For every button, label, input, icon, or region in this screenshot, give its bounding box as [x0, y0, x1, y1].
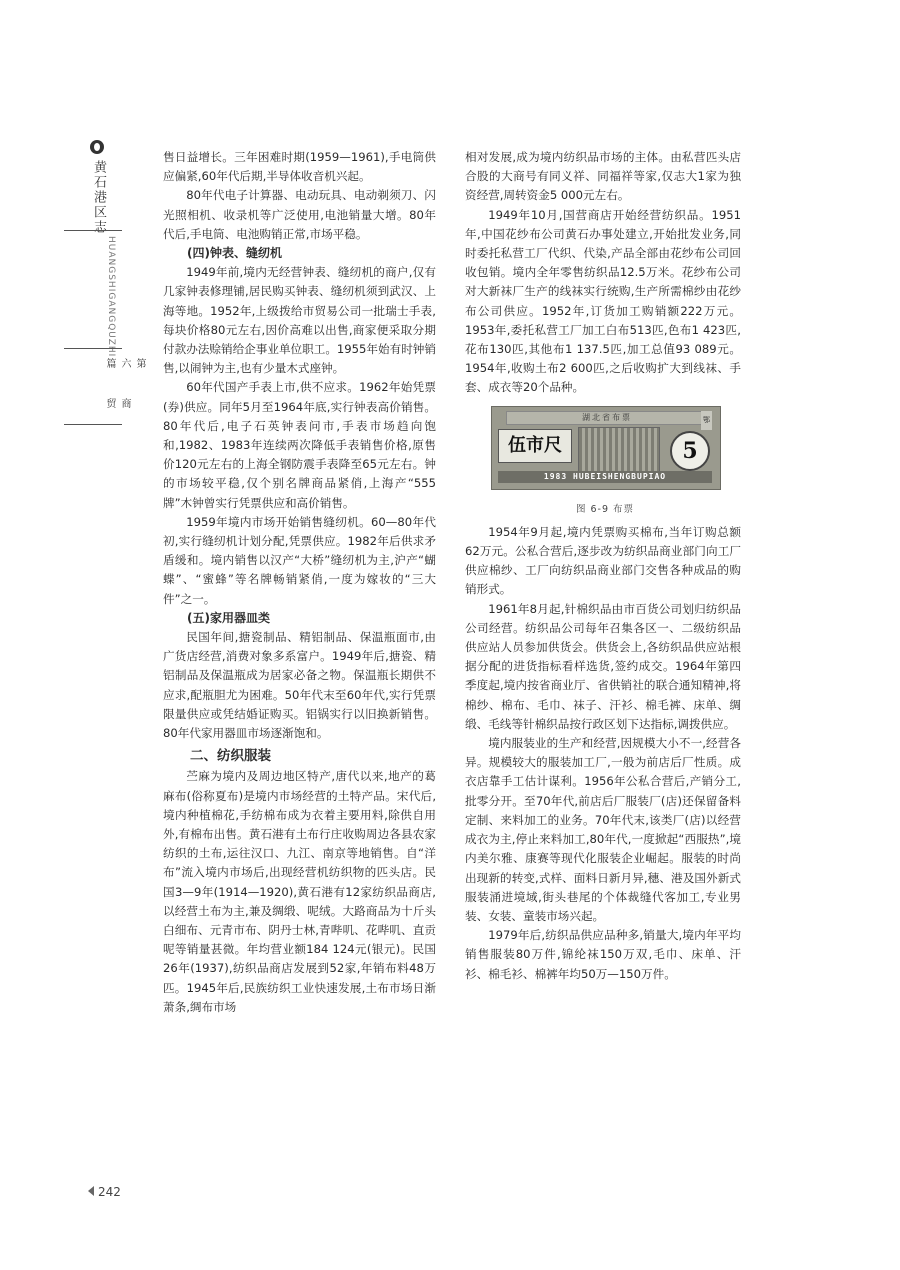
figure-caption: 图 6-9 布票: [575, 503, 635, 515]
divider: [64, 424, 122, 425]
paragraph: 1979年后,纺织品供应品种多,销量大,境内年平均销售服装80万件,锦纶袜150万双,毛巾、床单、汗衫、棉毛衫、棉裤年均50万—150万件。: [465, 928, 741, 981]
ticket-header: 湖北省布票: [506, 411, 708, 425]
ticket-building-illustration: [578, 427, 660, 473]
paragraph: 相对发展,成为境内纺织品市场的主体。由私营匹头店合股的大商号有同义祥、同福祥等家,仅志大1家为独资经营,周转资金5 000元左右。: [465, 150, 741, 203]
paragraph: 境内服装业的生产和经营,因规模大小不一,经营各异。规模较大的服装加工厂,一般为前店后厂性质。成衣店靠手工估计谋利。1956年公私合营后,产销分工,批零分开。至70年代,前店后厂服装厂(店)还保留备料定制、来料加工的业务。70年代末,该类厂(店)以经营成衣为主,停止来料加工,80年代,一度掀起“西服热”,境内美尔雅、康赛等现代化服装企业崛起。服装的时尚出现新的转变,式样、面料日新月异,穗、港及国外新式服装涌进境域,街头巷尾的个体裁缝代客加工,专业男装、女装、童装市场兴起。: [465, 736, 741, 923]
book-logo-icon: [90, 140, 104, 154]
section-heading-textile-clothing: 二、纺织服装: [190, 748, 271, 765]
cloth-ticket-figure: [491, 406, 719, 519]
cloth-ticket-image: [491, 406, 721, 490]
chapter-label: 第六篇: [104, 358, 145, 370]
right-text-column: [465, 148, 741, 984]
ticket-year: 1983: [543, 471, 568, 481]
ticket-footer: [498, 471, 712, 483]
left-arrow-icon: [88, 1186, 94, 1196]
page-number: [88, 1185, 121, 1199]
section-label: 商贸: [104, 398, 130, 412]
book-title: 黄石港区志: [91, 160, 106, 235]
sidebar-navigation: [88, 140, 145, 412]
paragraph: 售日益增长。三年困难时期(1959—1961),手电筒供应偏紧,60年代后期,半导体收音机兴起。: [163, 150, 436, 184]
section-heading-household-ware: (五)家用器皿类: [187, 610, 270, 625]
paragraph: 1961年8月起,针棉织品由市百货公司划归纺织品公司经营。纺织品公司每年召集各区一、二级纺织品供应站人员参加供货会。供货会上,各纺织品供应站根据分配的进货指标看样选货,签约成交。1964年第四季度起,境内按省商业厅、省供销社的联合通知精神,将棉纱、棉布、毛巾、袜子、汗衫、棉毛裤、床单、绸缎、毛线等针棉织品按行政区划下达指标,调拨供应。: [465, 601, 741, 731]
ticket-denomination: 5: [670, 431, 710, 471]
paragraph: 60年代国产手表上市,供不应求。1962年始凭票(券)供应。同年5月至1964年底,实行钟表高价销售。80年代后,电子石英钟表问市,手表市场趋向饱和,1982、1983年连续两次降低手表销售价格,原售价120元左右的上海全钢防震手表降至65元左右。钟的市场较平稳,仅个别名牌商品紧俏,上海产“555牌”木钟曾实行凭票供应和高价销售。: [163, 380, 436, 510]
paragraph: 80年代电子计算器、电动玩具、电动剃须刀、闪光照相机、收录机等广泛使用,电池销量大增。80年代后,手电筒、电池购销正常,市场平稳。: [163, 188, 436, 241]
paragraph: 苎麻为境内及周边地区特产,唐代以来,地产的葛麻布(俗称夏布)是境内市场经营的土特产品。宋代后,境内种植棉花,手纺棉布成为衣着主要用料,除供自用外,有棉布出售。黄石港有土布行庄收购周边各县农家纺织的土布,运往汉口、九江、南京等地销售。自“洋布”流入境内市场后,出现经营机纺织物的匹头店。民国3—9年(1914—1920),黄石港有12家纺织品商店,以经营土布为主,兼及绸缎、呢绒。大路商品为十斤头白细布、元青市布、阴丹士林,青哔叽、花哔叽、直贡呢等销量甚微。年均营业额184 124元(银元)。民国26年(1937),纺织品商店发展到52家,年销布料48万匹。1945年后,民族纺织工业快速发展,土布市场日渐萧条,绸布市场: [163, 769, 436, 1014]
ticket-value: 伍市尺: [498, 429, 572, 463]
left-text-column: [163, 148, 436, 1017]
paragraph: 1954年9月起,境内凭票购买棉布,当年订购总额62万元。公私合营后,逐步改为纺织品商业部门向工厂供应棉纱、工厂向纺织品商业部门交售各种成品的购销形式。: [465, 524, 741, 597]
divider: [64, 348, 122, 349]
paragraph: 民国年间,搪瓷制品、精铝制品、保温瓶面市,由广货店经营,消费对象多系富户。1949年后,搪瓷、精铝制品及保温瓶成为居家必备之物。保温瓶长期供不应求,配瓶胆尤为困难。50年代末至60年代,实行凭票限量供应或凭结婚证购买。铝锅实行以旧换新销售。80年代家用器皿市场逐渐饱和。: [163, 630, 436, 741]
paragraph: 1949年前,境内无经营钟表、缝纫机的商户,仅有几家钟表修理铺,居民购买钟表、缝纫机须到武汉、上海等地。1952年,上级拨给市贸易公司一批瑞士手表,每块价格80元左右,因价高难以出售,商家便采取分期付款办法赊销给企事业单位职工。1955年始有时钟销售,以闹钟为主,也有少量木式座钟。: [163, 265, 436, 376]
book-title-pinyin: HUANGSHIGANGQUZHI: [106, 236, 116, 358]
page-number-text: 242: [98, 1185, 121, 1199]
ticket-pinyin: HUBEISHENGBUPIAO: [573, 471, 667, 481]
paragraph: 1959年境内市场开始销售缝纫机。60—80年代初,实行缝纫机计划分配,凭票供应。1982年后供求矛盾缓和。境内销售以汉产“大桥”缝纫机为主,沪产“蝴蝶”、“蜜蜂”等名牌畅销紧俏,一度为嫁妆的“三大件”之一。: [163, 514, 436, 606]
section-heading-watches-sewing: (四)钟表、缝纫机: [187, 246, 282, 261]
paragraph: 1949年10月,国营商店开始经营纺织品。1951年,中国花纱布公司黄石办事处建立,开始批发业务,同时委托私营工厂代织、代染,产品全部由花纱布公司回收包销。境内全年零售纺织品12.5万米。花纱布公司对大新袜厂生产的线袜实行统购,生产所需棉纱由花纱布公司供应。1952年,订货加工购销额222万元。1953年,委托私营工厂加工白布513匹,色布1 423匹,花布130匹,其他布1 137.5匹,加工总值93 089元。1954年,收购土布2 600匹,之后收购扩大到线袜、手套、成衣等20个品种。: [465, 207, 741, 395]
divider: [64, 230, 122, 231]
ticket-province-code: 鄂: [701, 411, 712, 430]
